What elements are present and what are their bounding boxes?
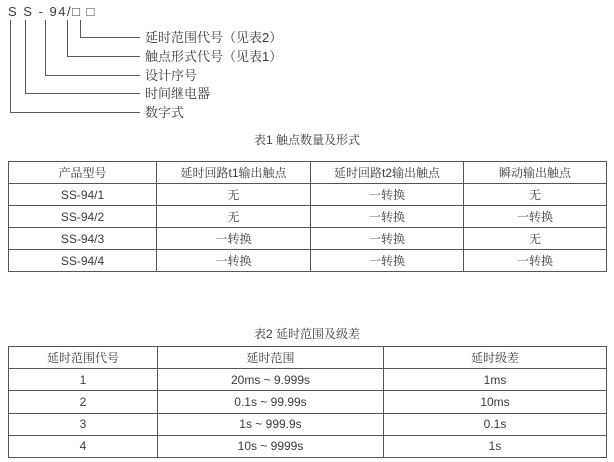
table1-contact-forms (8, 161, 607, 272)
label-digital-type: 数字式 (145, 105, 185, 120)
table1-cell: 无 (157, 184, 311, 206)
label-time-relay: 时间继电器 (145, 86, 211, 101)
table1-cell: 一转换 (464, 250, 607, 272)
table2-cell: 2 (9, 391, 158, 413)
table1-cell: 无 (464, 228, 607, 250)
table2-cell: 4 (9, 435, 158, 457)
table-row (9, 184, 607, 206)
table1-header-t1-contact: 延时回路t1输出触点 (157, 162, 311, 184)
table2-cell: 1s (384, 435, 607, 457)
table2-cell: 0.1s (384, 413, 607, 435)
table1-cell: 一转换 (157, 228, 311, 250)
table1-cell: SS-94/4 (9, 250, 157, 272)
label-delay-range-code: 延时范围代号（见表2） (145, 30, 283, 45)
table-row (9, 435, 607, 457)
table2-title: 表2 延时范围及级差 (253, 327, 360, 341)
table2-header-range-code: 延时范围代号 (9, 347, 158, 369)
table1-cell: 无 (464, 184, 607, 206)
table2-header-step: 延时级差 (384, 347, 607, 369)
table2-cell: 0.1s ~ 99.99s (158, 391, 384, 413)
table2-delay-ranges (8, 346, 607, 458)
table2-cell: 1ms (384, 369, 607, 391)
table1-header-row (9, 162, 607, 184)
table2-cell: 10ms (384, 391, 607, 413)
label-contact-form-code: 触点形式代号（见表1） (145, 49, 283, 64)
table1-title: 表1 触点数量及形式 (253, 133, 360, 147)
table-row (9, 369, 607, 391)
table1-cell: 一转换 (311, 206, 464, 228)
table1-header-product-model: 产品型号 (9, 162, 157, 184)
table-row (9, 228, 607, 250)
table1-cell: SS-94/1 (9, 184, 157, 206)
table2-cell: 10s ~ 9999s (158, 435, 384, 457)
table-row (9, 391, 607, 413)
table2-cell: 3 (9, 413, 158, 435)
table1-cell: SS-94/3 (9, 228, 157, 250)
table1-cell: SS-94/2 (9, 206, 157, 228)
table2-cell: 20ms ~ 9.999s (158, 369, 384, 391)
table-row (9, 250, 607, 272)
table1-cell: 一转换 (311, 184, 464, 206)
table2-header-range: 延时范围 (158, 347, 384, 369)
table2-cell: 1 (9, 369, 158, 391)
table1-cell: 一转换 (464, 206, 607, 228)
table-row (9, 206, 607, 228)
table2-header-row (9, 347, 607, 369)
table1-header-instant-contact: 瞬动输出触点 (464, 162, 607, 184)
table1-header-t2-contact: 延时回路t2输出触点 (311, 162, 464, 184)
table1-cell: 一转换 (311, 228, 464, 250)
model-number-text: S S - 94/□ □ (8, 4, 96, 19)
label-design-serial: 设计序号 (145, 68, 198, 83)
table1-cell: 一转换 (311, 250, 464, 272)
table1-cell: 无 (157, 206, 311, 228)
table-row (9, 413, 607, 435)
table2-cell: 1s ~ 999.9s (158, 413, 384, 435)
connector-line-digital-type (10, 20, 140, 113)
table1-cell: 一转换 (157, 250, 311, 272)
